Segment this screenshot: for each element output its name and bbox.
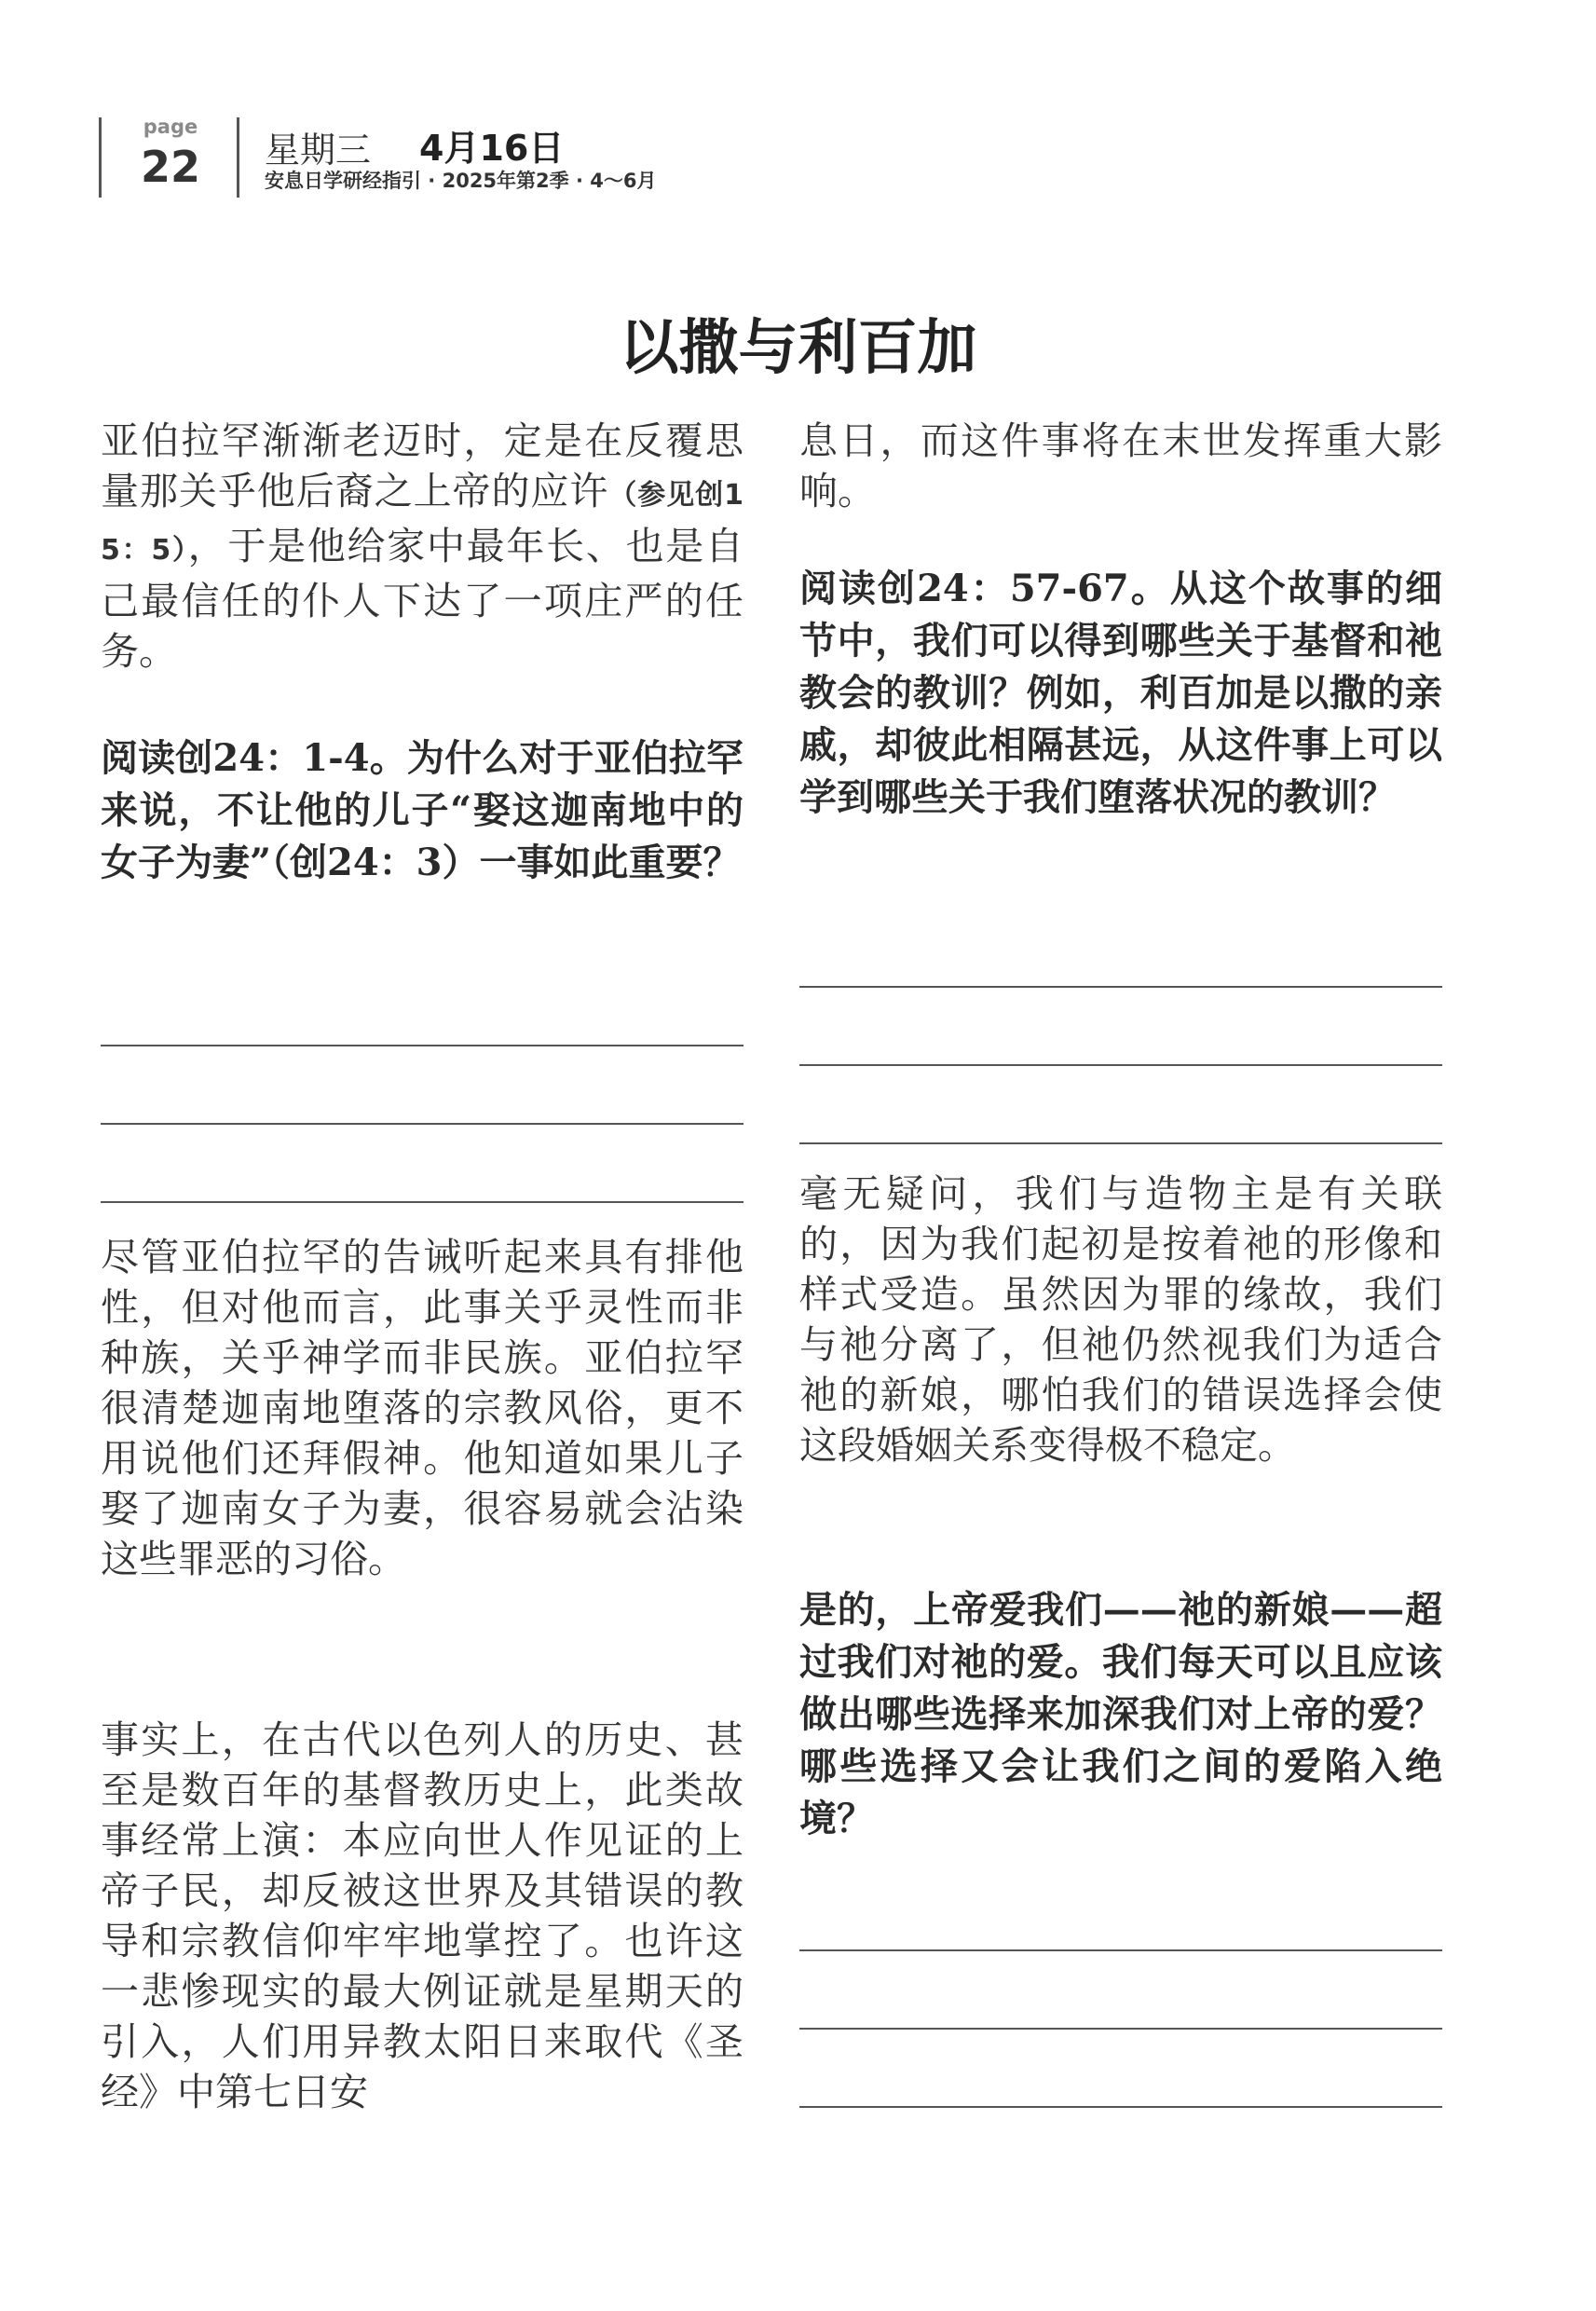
body-paragraph-2: 尽管亚伯拉罕的告诫听起来具有排他性，但对他而言，此事关乎灵性而非种族，关乎神学而非民族。亚伯拉罕很清楚迦南地堕落的宗教风俗，更不用说他们还拜假神。他知道如果儿子娶了迦南女子为妻，很容易就会沾染这些罪恶的习俗。 xyxy=(101,1235,743,1581)
answer-line xyxy=(101,1123,743,1125)
answer-line xyxy=(799,2028,1442,2030)
answer-line xyxy=(799,986,1442,988)
guide-subtitle: 安息日学研经指引 · 2025年第2季 · 4～6月 xyxy=(265,170,657,192)
answer-line xyxy=(101,1201,743,1203)
answer-line xyxy=(799,2106,1442,2108)
date: 4月16日 xyxy=(419,128,565,169)
answer-line xyxy=(799,1949,1442,1951)
lesson-title: 以撒与利百加 xyxy=(619,313,977,383)
scripture-reference: （参见创15：5） xyxy=(101,479,744,567)
body-paragraph-4: 毫无疑问，我们与造物主是有关联的，因为我们起初是按着祂的形像和样式受造。虽然因为罪的缘故，我们与祂分离了，但祂仍然视我们为适合祂的新娘，哪怕我们的错误选择会使这段婚姻关系变得极不稳定。 xyxy=(799,1171,1442,1468)
study-question-1: 阅读创24：1-4。为什么对于亚伯拉罕来说，不让他的儿子“娶这迦南地中的女子为妻”（创24：3）一事如此重要？ xyxy=(101,736,743,884)
intro-paragraph xyxy=(101,416,743,677)
header-divider-left xyxy=(99,117,102,198)
page-number: 22 xyxy=(140,142,200,192)
intro-text: 亚伯拉罕渐渐老迈时，定是在反覆思量那关乎他后裔之上帝的应许 xyxy=(101,418,743,513)
answer-line xyxy=(101,1045,743,1046)
continued-paragraph: 息日，而这件事将在末世发挥重大影响。 xyxy=(799,418,1442,513)
answer-line xyxy=(799,1142,1442,1144)
study-question-3: 是的，上帝爱我们——祂的新娘——超过我们对祂的爱。我们每天可以且应该做出哪些选择来加深我们对上帝的爱？哪些选择又会让我们之间的爱陷入绝境？ xyxy=(799,1588,1442,1840)
weekday: 星期三 xyxy=(265,130,372,171)
header-divider-right xyxy=(237,117,239,198)
study-question-2: 阅读创24：57-67。从这个故事的细节中，我们可以得到哪些关于基督和祂教会的教训？例如，利百加是以撒的亲戚，却彼此相隔甚远，从这件事上可以学到哪些关于我们堕落状况的教训？ xyxy=(799,567,1442,819)
page-label: page xyxy=(143,116,198,138)
intro-text-continued: ，于是他给家中最年长、也是自己最信任的仆人下达了一项庄严的任务。 xyxy=(101,524,744,674)
answer-line xyxy=(799,1064,1442,1066)
body-paragraph-3: 事实上，在古代以色列人的历史、甚至是数百年的基督教历史上，此类故事经常上演：本应向世人作见证的上帝子民，却反被这世界及其错误的教导和宗教信仰牢牢地掌控了。也许这一悲惨现实的最大例证就是星期天的引入，人们用异教太阳日来取代《圣经》中第七日安 xyxy=(101,1717,743,2114)
